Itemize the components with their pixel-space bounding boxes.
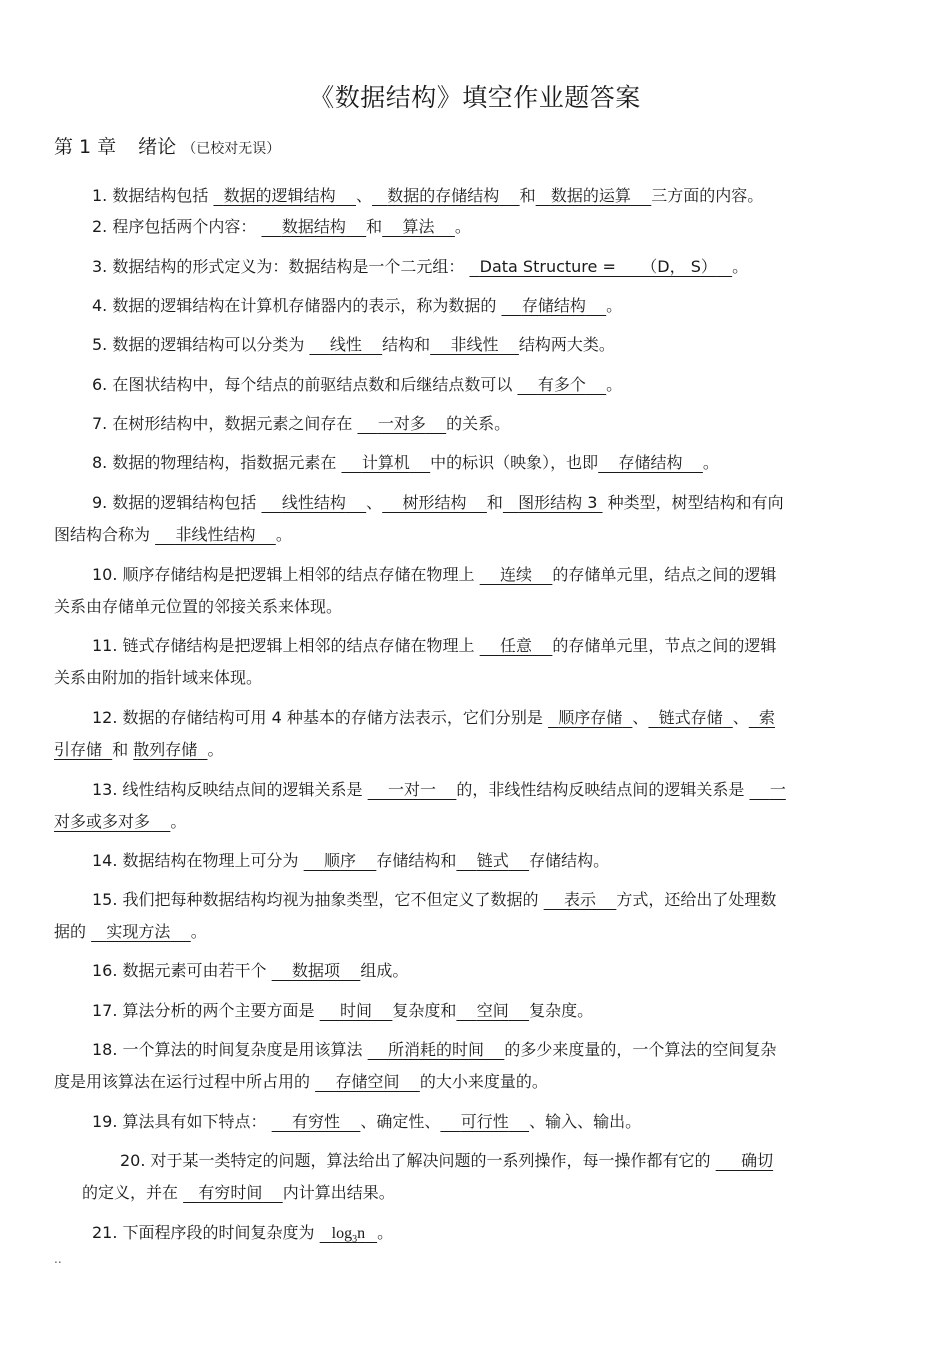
question-10-line-2: [54, 591, 896, 623]
question-number: 20.: [120, 1151, 146, 1170]
question-text: 算法分析的两个主要方面是: [122, 1001, 315, 1020]
question-11: [92, 630, 934, 662]
question-text: 顺序存储结构是把逻辑上相邻的结点存储在物理上: [122, 565, 475, 584]
question-text: 的大小来度量的。: [419, 1072, 548, 1091]
question-text: 数据的逻辑结构可以分类为: [112, 335, 305, 354]
answer-blank: 链式存储: [658, 708, 723, 727]
question-text: 据的: [54, 922, 87, 941]
question-text: 。: [377, 1223, 394, 1242]
answer-blank: 散列存储: [133, 740, 198, 759]
question-12-line-2: [54, 734, 896, 766]
answer-blank: 对多或多对多: [54, 812, 151, 831]
question-20-line-2: [82, 1177, 924, 1209]
answer-blank: 数据的逻辑结构: [223, 186, 336, 205]
page-footer-mark: ..: [54, 1252, 62, 1266]
question-text: 数据结构在物理上可分为: [122, 851, 299, 870]
question-text: 的存储单元里，节点之间的逻辑: [552, 636, 777, 655]
question-10: [92, 559, 934, 591]
question-text: 我们把每种数据结构均视为抽象类型，它不但定义了数据的: [122, 890, 539, 909]
question-text: 和: [519, 186, 536, 205]
question-7: [92, 408, 934, 440]
question-21: [92, 1217, 934, 1256]
question-text: 和: [366, 217, 383, 236]
question-text: 的存储单元里，结点之间的逻辑: [552, 565, 777, 584]
question-text: 、确定性、: [360, 1112, 441, 1131]
question-12: [92, 702, 934, 734]
answer-blank: 所消耗的时间: [388, 1040, 485, 1059]
question-text: 。: [207, 740, 224, 759]
answer-blank: 数据的存储结构: [387, 186, 500, 205]
question-18-line-2: [54, 1066, 896, 1098]
answer-blank: 顺序: [324, 851, 357, 870]
question-text: 线性结构反映结点间的逻辑关系是: [122, 780, 363, 799]
answer-blank: 连续: [500, 565, 533, 584]
question-text: 方式，还给出了处理数: [616, 890, 777, 909]
answer-blank: 数据结构: [281, 217, 346, 236]
question-text: 。: [702, 453, 719, 472]
question-number: 7.: [92, 414, 108, 433]
question-number: 15.: [92, 890, 118, 909]
question-text: 。: [606, 375, 623, 394]
question-text: 关系由存储单元位置的邻接关系来体现。: [54, 597, 343, 616]
chapter-name: 绪论: [138, 136, 177, 158]
question-3: [92, 251, 934, 283]
answer-blank: 线性结构: [281, 493, 346, 512]
answer-blank: $\log_3n$: [331, 1225, 366, 1246]
answer-blank: 有穷性: [292, 1112, 341, 1131]
question-text: 。: [190, 922, 207, 941]
question-number: 6.: [92, 375, 108, 394]
answer-blank: 有穷时间: [198, 1183, 263, 1202]
question-text: 。: [454, 217, 471, 236]
question-number: 12.: [92, 708, 118, 727]
question-number: 17.: [92, 1001, 118, 1020]
question-text: 、: [732, 708, 749, 727]
question-text: 数据的逻辑结构在计算机存储器内的表示，称为数据的: [112, 296, 497, 315]
question-number: 8.: [92, 453, 108, 472]
question-number: 2.: [92, 217, 108, 236]
answer-blank: 存储结构: [521, 296, 586, 315]
answer-blank: 一对多: [377, 414, 426, 433]
question-text: 中的标识（映象），也即: [430, 453, 599, 472]
question-17: [92, 995, 934, 1027]
answer-blank: 非线性: [450, 335, 499, 354]
answer-blank: 线性: [329, 335, 362, 354]
question-16: [92, 955, 934, 987]
answer-blank: 时间: [340, 1001, 373, 1020]
question-number: 19.: [92, 1112, 118, 1131]
question-20: [120, 1145, 950, 1177]
question-number: 1.: [92, 186, 108, 205]
question-text: 的，非线性结构反映结点间的逻辑关系是: [456, 780, 745, 799]
question-text: 下面程序段的时间复杂度为: [122, 1223, 315, 1242]
question-text: 、: [356, 186, 373, 205]
answer-blank: 可行性: [460, 1112, 509, 1131]
question-text: 种类型，树型结构和有向: [607, 493, 784, 512]
chapter-label: 第 1 章: [54, 136, 117, 158]
question-9: [92, 487, 934, 519]
question-number: 13.: [92, 780, 118, 799]
question-number: 21.: [92, 1223, 118, 1242]
question-number: 5.: [92, 335, 108, 354]
question-6: [92, 369, 934, 401]
answer-blank: Data Structure = （D， S）: [479, 257, 717, 276]
answer-blank: 一对一: [388, 780, 437, 799]
question-text: 链式存储结构是把逻辑上相邻的结点存储在物理上: [122, 636, 475, 655]
question-text: 。: [606, 296, 623, 315]
question-text: 、输入、输出。: [529, 1112, 642, 1131]
question-18: [92, 1034, 934, 1066]
question-text: 程序包括两个内容：: [112, 217, 257, 236]
question-14: [92, 845, 934, 877]
question-text: 。: [732, 257, 749, 276]
chapter-note: （已校对无误）: [182, 141, 281, 157]
question-text: 、: [366, 493, 383, 512]
question-text: 在树形结构中，数据元素之间存在: [112, 414, 353, 433]
answer-blank: 计算机: [361, 453, 410, 472]
answer-blank: 图形结构 3: [518, 493, 598, 512]
answer-blank: 有多个: [537, 375, 586, 394]
question-text: 结构两大类。: [518, 335, 615, 354]
question-text: 内计算出结果。: [282, 1183, 395, 1202]
answer-blank: 算法: [402, 217, 435, 236]
answer-blank: 空间: [476, 1001, 509, 1020]
answer-blank: 非线性结构: [175, 525, 256, 544]
question-text: 关系由附加的指针域来体现。: [54, 668, 263, 687]
question-text: 度是用该算法在运行过程中所占用的: [54, 1072, 311, 1091]
question-15-line-2: [54, 916, 896, 948]
question-text: 数据结构包括: [112, 186, 209, 205]
question-text: 数据元素可由若干个: [122, 961, 267, 980]
question-number: 18.: [92, 1040, 118, 1059]
answer-blank: 数据的运算: [550, 186, 631, 205]
question-8: [92, 447, 934, 479]
question-text: 组成。: [360, 961, 409, 980]
document-title: 《数据结构》填空作业题答案: [309, 83, 641, 112]
question-1: [92, 180, 934, 212]
question-text: 数据的逻辑结构包括: [112, 493, 257, 512]
answer-blank: 存储空间: [335, 1072, 400, 1091]
question-text: 复杂度和: [392, 1001, 457, 1020]
question-text: 数据的物理结构，指数据元素在: [112, 453, 337, 472]
answer-blank: 引存储: [54, 740, 103, 759]
question-text: 存储结构。: [529, 851, 610, 870]
question-text: 和: [112, 740, 129, 759]
question-number: 3.: [92, 257, 108, 276]
question-11-line-2: [54, 662, 896, 694]
question-13-line-2: [54, 806, 896, 838]
question-text: 一个算法的时间复杂度是用该算法: [122, 1040, 363, 1059]
answer-blank: 任意: [500, 636, 533, 655]
answer-blank: 一: [769, 780, 786, 799]
question-text: 数据结构的形式定义为：数据结构是一个二元组：: [112, 257, 465, 276]
answer-blank: 表示: [564, 890, 597, 909]
question-text: 4 种基本的存储方法表示，它们分别是: [271, 708, 543, 727]
answer-blank: 树形结构: [402, 493, 467, 512]
question-4: [92, 290, 934, 322]
chapter-heading: [54, 132, 280, 159]
answer-blank: 确切: [741, 1151, 774, 1170]
question-9-line-2: [54, 519, 896, 551]
question-text: 图结构合称为: [54, 525, 151, 544]
question-text: 复杂度。: [529, 1001, 594, 1020]
answer-blank: 实现方法: [106, 922, 171, 941]
question-text: 结构和: [382, 335, 431, 354]
question-number: 14.: [92, 851, 118, 870]
question-19: [92, 1106, 934, 1138]
question-text: 存储结构和: [376, 851, 457, 870]
question-15: [92, 884, 934, 916]
question-text: 。: [170, 812, 187, 831]
question-number: 9.: [92, 493, 108, 512]
question-text: 数据的存储结构可用: [122, 708, 267, 727]
question-text: 在图状结构中，每个结点的前驱结点数和后继结点数可以: [112, 375, 513, 394]
question-text: 和: [486, 493, 503, 512]
question-text: 。: [275, 525, 292, 544]
question-text: 三方面的内容。: [651, 186, 764, 205]
question-text: 的多少来度量的，一个算法的空间复杂: [504, 1040, 777, 1059]
answer-blank: 链式: [476, 851, 509, 870]
question-text: 算法具有如下特点：: [122, 1112, 267, 1131]
answer-blank: 数据项: [292, 961, 341, 980]
answer-blank: 顺序存储: [558, 708, 623, 727]
question-number: 16.: [92, 961, 118, 980]
question-5: [92, 329, 934, 361]
answer-blank: 存储结构: [618, 453, 683, 472]
question-13: [92, 774, 934, 806]
answer-blank: 索: [758, 708, 775, 727]
question-text: 、: [632, 708, 649, 727]
question-number: 10.: [92, 565, 118, 584]
question-2: [92, 211, 934, 243]
question-text: 对于某一类特定的问题，算法给出了解决问题的一系列操作，每一操作都有它的: [150, 1151, 711, 1170]
question-text: 的关系。: [446, 414, 511, 433]
question-text: 的定义，并在: [82, 1183, 179, 1202]
question-number: 11.: [92, 636, 118, 655]
question-number: 4.: [92, 296, 108, 315]
